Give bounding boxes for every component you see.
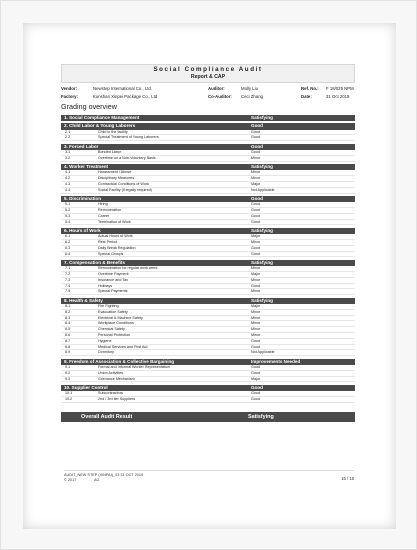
item-code: 8.5	[65, 327, 71, 332]
item-row	[61, 252, 355, 258]
item-grade: Major	[251, 272, 261, 277]
item-code: 8.4	[65, 321, 71, 326]
report-subtitle: Report & CAP	[190, 74, 226, 80]
page-number: 16 / 16	[341, 476, 354, 481]
item-grade: Minor	[251, 277, 261, 282]
item-name: Overtime on a Non-Voluntary Basis	[98, 155, 156, 160]
item-grade: Good	[251, 370, 261, 375]
item-code: 8.1	[65, 303, 71, 308]
section-name: 7. Compensation & Benefits	[64, 260, 126, 266]
section-grade: Satisfying	[251, 297, 273, 303]
section-name: 3. Forced Labor	[64, 143, 99, 149]
item-grade: Minor	[251, 327, 261, 332]
item-code: 8.7	[65, 338, 71, 343]
item-code: 3.2	[65, 155, 71, 160]
report-title: Social Compliance Audit	[153, 66, 263, 73]
item-name: Fire Fighting	[98, 303, 119, 308]
item-code: 7.5	[65, 289, 71, 294]
item-row	[61, 156, 355, 162]
item-grade: Minor	[251, 266, 261, 271]
item-name: Dormitory	[98, 350, 114, 355]
item-grade: Good	[251, 149, 261, 154]
section-name: 2. Child Labor & Young Laborers	[64, 123, 136, 129]
item-name: Subcontractors	[98, 391, 123, 396]
item-name: 2nd / 3rd tier Suppliers	[98, 396, 136, 401]
item-name: Harassment / Abuse	[98, 170, 132, 175]
section-grade: Good	[251, 143, 263, 149]
item-name: Special Payments	[98, 289, 128, 294]
item-grade: Minor	[251, 289, 261, 294]
item-code: 5.1	[65, 202, 71, 207]
date-value: 31 Oct 2019	[326, 94, 350, 99]
item-grade: Good	[251, 208, 261, 213]
item-grade: Minor	[251, 176, 261, 181]
item-name: Termination of Work	[98, 219, 131, 224]
item-grade: Not Applicable	[251, 187, 275, 192]
item-row	[61, 350, 355, 356]
item-row	[61, 220, 355, 226]
item-grade: Not Applicable	[251, 350, 275, 355]
item-name: Career	[98, 213, 110, 218]
item-grade: Good	[251, 391, 261, 396]
audit-info	[61, 85, 355, 101]
item-code: 6.4	[65, 251, 71, 256]
item-grade: Minor	[251, 309, 261, 314]
overall-result-bar	[61, 412, 355, 422]
grading-sections	[61, 115, 355, 403]
item-code: 9.1	[65, 364, 71, 369]
item-grade: Good	[251, 283, 261, 288]
section-grade: Satisfying	[251, 228, 273, 234]
item-code: 7.4	[65, 283, 71, 288]
item-grade: Good	[251, 202, 261, 207]
grading-section	[61, 164, 355, 193]
item-name: Actual Hours of Work	[98, 234, 133, 239]
item-name: Personal Protection	[98, 332, 131, 337]
footer-doc-code: AUDIT_NEW STEP (XINPAI)_03 31 OCT 2019	[64, 473, 144, 477]
item-grade: Minor	[251, 321, 261, 326]
item-name: Remuneration	[98, 208, 122, 213]
section-grade: Satisfying	[251, 164, 273, 170]
grading-section	[61, 385, 355, 403]
item-name: Electrical & Machine Safety	[98, 315, 143, 320]
item-grade: Good	[251, 396, 261, 401]
item-grade: Good	[251, 135, 261, 140]
item-name: Medical Services and First Aid	[98, 344, 148, 349]
section-grade: Satisfying	[251, 260, 273, 266]
item-code: 6.3	[65, 245, 71, 250]
item-name: Daily Break Regulation	[98, 245, 136, 250]
section-grade: Satisfying	[251, 114, 273, 120]
vendor-label: Vendor:	[61, 86, 77, 91]
section-name: 10. Supplier Control	[64, 384, 108, 390]
ref-label: Ref. No.:	[301, 86, 319, 91]
auditor-label: Auditor:	[208, 86, 225, 91]
item-name: Special Treatment of Young Laborers	[98, 135, 159, 140]
item-code: 9.3	[65, 376, 71, 381]
item-name: Rest Period	[98, 240, 118, 245]
section-grade: Good	[251, 384, 263, 390]
item-code: 8.6	[65, 332, 71, 337]
item-grade: Major	[251, 376, 261, 381]
item-grade: Good	[251, 219, 261, 224]
report-header	[61, 64, 355, 83]
item-code: 6.2	[65, 240, 71, 245]
item-name: Special Groups	[98, 251, 124, 256]
item-code: 8.8	[65, 344, 71, 349]
item-code: 9.2	[65, 370, 71, 375]
section-name: 6. Hours of Work	[64, 228, 101, 234]
item-grade: Good	[251, 338, 261, 343]
item-grade: Good	[251, 344, 261, 349]
grading-section	[61, 123, 355, 141]
item-row	[61, 188, 355, 194]
item-name: Formal and Informal Worker Representation	[98, 364, 170, 369]
item-grade: Good	[251, 213, 261, 218]
item-grade: Major	[251, 303, 261, 308]
item-code: 4.1	[65, 170, 71, 175]
item-grade: Minor	[251, 315, 261, 320]
section-grade: Good	[251, 196, 263, 202]
item-name: Bonded Labor	[98, 149, 122, 154]
grading-section	[61, 228, 355, 257]
item-grade: Minor	[251, 332, 261, 337]
item-code: 5.4	[65, 219, 71, 224]
section-header	[61, 115, 355, 121]
item-code: 8.2	[65, 309, 71, 314]
grading-section	[61, 144, 355, 162]
item-name: Remuneration for regular work week	[98, 266, 158, 271]
auditor-value: Molly Liu	[241, 86, 258, 91]
item-row	[61, 289, 355, 295]
item-row	[61, 397, 355, 403]
item-grade: Minor	[251, 240, 261, 245]
item-code: 10.2	[65, 396, 73, 401]
item-code: 7.1	[65, 266, 71, 271]
item-name: Insurance and Tax	[98, 277, 129, 282]
item-grade: Good	[251, 245, 261, 250]
grading-overview-title: Grading overview	[61, 102, 117, 111]
vendor-value: Newstep International Co., Ltd.	[93, 86, 152, 91]
item-grade: Major	[251, 234, 261, 239]
item-name: Evacuation Safety	[98, 309, 128, 314]
item-name: Holidays	[98, 283, 113, 288]
section-grade: Good	[251, 123, 263, 129]
factory-label: Factory:	[61, 94, 78, 99]
grading-section	[61, 196, 355, 225]
factory-value: Kunshan Xinpei Package Co., Ltd	[93, 94, 158, 99]
page-footer	[64, 470, 354, 483]
item-code: 10.1	[65, 391, 73, 396]
section-name: 5. Discrimination	[64, 196, 102, 202]
item-grade: Minor	[251, 170, 261, 175]
grading-section	[61, 260, 355, 295]
audit-report	[61, 64, 355, 422]
section-name: 8. Health & Safety	[64, 297, 103, 303]
item-grade: Good	[251, 364, 261, 369]
item-grade: Good	[251, 129, 261, 134]
grading-section	[61, 359, 355, 383]
coauditor-value: Ceci Zhang	[241, 94, 263, 99]
footer-issuer: AG	[94, 478, 100, 482]
item-name: Child in the facility	[98, 129, 128, 134]
item-code: 4.2	[65, 176, 71, 181]
grading-section	[61, 115, 355, 121]
item-name: Hygiene	[98, 338, 112, 343]
grading-section	[61, 298, 355, 356]
item-grade: Major	[251, 181, 261, 186]
item-name: Contractual Conditions of Work	[98, 181, 149, 186]
item-row	[61, 377, 355, 383]
item-code: 8.9	[65, 350, 71, 355]
item-code: 7.3	[65, 277, 71, 282]
item-code: 6.1	[65, 234, 71, 239]
item-name: Workplace Conditions	[98, 321, 134, 326]
ref-value: F 18/025 NPM	[326, 86, 354, 91]
overall-result-grade: Satisfying	[248, 413, 274, 420]
item-name: Disciplinary Measures	[98, 176, 135, 181]
section-name: 4. Worker Treatment	[64, 164, 109, 170]
item-code: 7.2	[65, 272, 71, 277]
item-code: 8.3	[65, 315, 71, 320]
item-code: 4.4	[65, 187, 71, 192]
item-grade: Good	[251, 251, 261, 256]
item-row	[61, 135, 355, 141]
item-grade: Minor	[251, 155, 261, 160]
item-code: 2.1	[65, 129, 71, 134]
item-name: Grievance Mechanism	[98, 376, 135, 381]
item-name: Union Activities	[98, 370, 124, 375]
item-code: 2.2	[65, 135, 71, 140]
item-name: Chemical Safety	[98, 327, 125, 332]
date-label: Date:	[301, 94, 312, 99]
item-name: Social Facility (if legally required)	[98, 187, 152, 192]
section-grade: Improvements Needed	[251, 358, 301, 364]
item-code: 5.2	[65, 208, 71, 213]
footer-copyright: © 2017	[64, 478, 77, 482]
coauditor-label: Co-Auditor:	[208, 94, 232, 99]
item-name: Hiring	[98, 202, 108, 207]
item-name: Overtime Payment	[98, 272, 129, 277]
item-code: 3.1	[65, 149, 71, 154]
item-code: 4.3	[65, 181, 71, 186]
section-name: 9. Freedom of Association & Collective Bargaining	[64, 358, 175, 364]
overall-result-label: Overall Audit Result	[81, 413, 133, 420]
section-name: 1. Social Compliance Management	[64, 114, 140, 120]
item-code: 5.3	[65, 213, 71, 218]
